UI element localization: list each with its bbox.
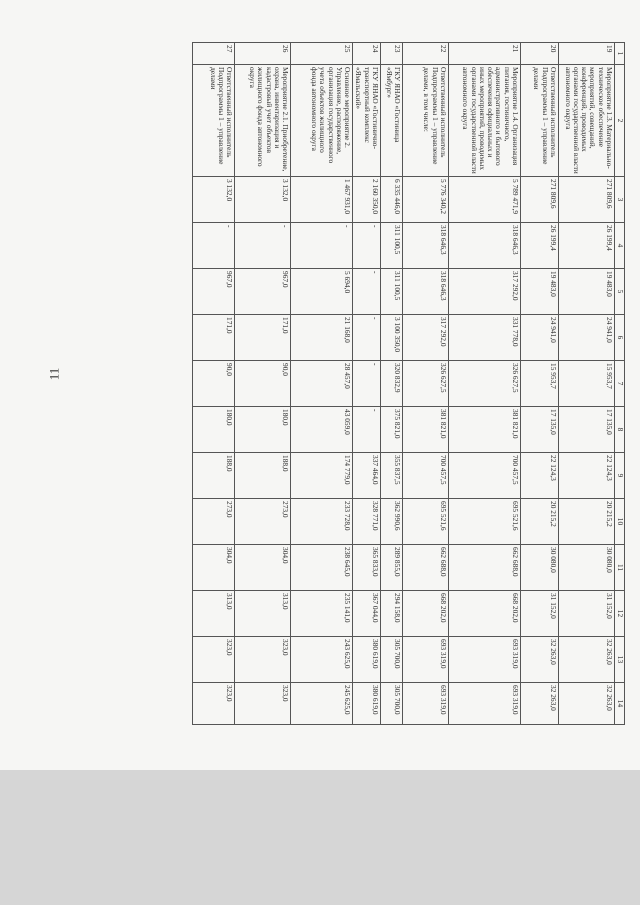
value-cell: 326 627,5 — [449, 361, 521, 407]
value-cell: 30 080,0 — [521, 545, 559, 591]
value-cell: 188,0 — [235, 453, 291, 499]
column-header: 14 — [615, 683, 625, 725]
value-cell: 3 132,0 — [235, 177, 291, 223]
value-cell: 15 953,7 — [521, 361, 559, 407]
column-header: 11 — [615, 545, 625, 591]
row-number-cell: 25 — [291, 43, 353, 65]
value-cell: 320 832,9 — [381, 361, 403, 407]
value-cell: 188,0 — [193, 453, 235, 499]
row-name-cell: Основное мероприятие 2. Управление, распоряжение, организация государственного учета объектов жилищного фонда автономного округа — [291, 65, 353, 177]
value-cell: 967,0 — [235, 269, 291, 315]
column-header: 6 — [615, 315, 625, 361]
table-row — [235, 43, 291, 725]
value-cell: 233 728,0 — [291, 499, 353, 545]
value-cell: 668 202,0 — [403, 591, 449, 637]
value-cell: - — [291, 223, 353, 269]
value-cell: 294 158,0 — [381, 591, 403, 637]
value-cell: 313,0 — [235, 591, 291, 637]
value-cell: 19 483,0 — [559, 269, 615, 315]
table-row — [559, 43, 615, 725]
value-cell: 17 135,0 — [521, 407, 559, 453]
value-cell: 174 779,0 — [291, 453, 353, 499]
row-name-cell: Мероприятие 2.1. Приобретение, охрана, инвентаризация и кадастровый учет объектов жилищного фонда автономного округа — [235, 65, 291, 177]
value-cell: 171,0 — [235, 315, 291, 361]
value-cell: 32 263,0 — [521, 683, 559, 725]
row-name-cell: Мероприятие 1.3. Материально-техническое обеспечение мероприятий, совещаний, конференций, проводимых органами государственной власти автономного округа — [559, 65, 615, 177]
row-number-cell: 19 — [559, 43, 615, 65]
column-header: 7 — [615, 361, 625, 407]
column-header: 2 — [615, 65, 625, 177]
value-cell: - — [353, 315, 381, 361]
value-cell: 304,0 — [235, 545, 291, 591]
column-header: 8 — [615, 407, 625, 453]
table-body — [193, 43, 615, 725]
table-row — [291, 43, 353, 725]
row-name-cell: ГКУ ЯНАО «Гостиница «Ямбург» — [381, 65, 403, 177]
value-cell: 317 292,0 — [449, 269, 521, 315]
value-cell: 323,0 — [193, 683, 235, 725]
value-cell: 318 646,3 — [403, 223, 449, 269]
value-cell: 700 457,5 — [403, 453, 449, 499]
row-number-cell: 21 — [449, 43, 521, 65]
value-cell: 318 646,3 — [449, 223, 521, 269]
value-cell: - — [353, 407, 381, 453]
value-cell: 32 263,0 — [521, 637, 559, 683]
table-row — [193, 43, 235, 725]
value-cell: 700 457,5 — [449, 453, 521, 499]
value-cell: 30 080,0 — [559, 545, 615, 591]
value-cell: 380 619,0 — [353, 637, 381, 683]
value-cell: 305 700,0 — [381, 683, 403, 725]
value-cell: 693 319,0 — [449, 683, 521, 725]
value-cell: 1 467 931,0 — [291, 177, 353, 223]
value-cell: 31 152,0 — [521, 591, 559, 637]
value-cell: 245 625,0 — [291, 683, 353, 725]
value-cell: 180,0 — [193, 407, 235, 453]
value-cell: 693 319,0 — [403, 683, 449, 725]
value-cell: 305 700,0 — [381, 637, 403, 683]
value-cell: 367 044,0 — [353, 591, 381, 637]
value-cell: 289 855,0 — [381, 545, 403, 591]
row-number-cell: 22 — [403, 43, 449, 65]
value-cell: 5 789 471,9 — [449, 177, 521, 223]
table-row — [381, 43, 403, 725]
value-cell: - — [193, 223, 235, 269]
value-cell: 235 141,0 — [291, 591, 353, 637]
value-cell: 31 152,0 — [559, 591, 615, 637]
value-cell: 355 837,5 — [381, 453, 403, 499]
table-row — [521, 43, 559, 725]
value-cell: 20 215,2 — [559, 499, 615, 545]
column-header: 4 — [615, 223, 625, 269]
value-cell: 323,0 — [235, 637, 291, 683]
value-cell: 967,0 — [193, 269, 235, 315]
value-cell: 693 319,0 — [449, 637, 521, 683]
table-row — [403, 43, 449, 725]
value-cell: 15 953,7 — [559, 361, 615, 407]
value-cell: 662 688,0 — [403, 545, 449, 591]
value-cell: 28 457,0 — [291, 361, 353, 407]
value-cell: 2 160 350,0 — [353, 177, 381, 223]
row-name-cell: Ответственный исполнитель Подпрограммы 1 – управление делами, в том числе: — [403, 65, 449, 177]
column-header: 5 — [615, 269, 625, 315]
value-cell: 662 688,0 — [449, 545, 521, 591]
column-header: 10 — [615, 499, 625, 545]
value-cell: 337 464,0 — [353, 453, 381, 499]
row-name-cell: ГКУ ЯНАО «Гостинично-транспортный комплекс «Ямальский» — [353, 65, 381, 177]
row-name-cell: Ответственный исполнитель Подпрограммы 1 – управление делами — [193, 65, 235, 177]
value-cell: 311 100,5 — [381, 269, 403, 315]
value-cell: - — [235, 223, 291, 269]
row-number-cell: 27 — [193, 43, 235, 65]
value-cell: 331 778,0 — [449, 315, 521, 361]
value-cell: - — [353, 223, 381, 269]
value-cell: 273,0 — [235, 499, 291, 545]
value-cell: 271 809,6 — [521, 177, 559, 223]
value-cell: 21 168,0 — [291, 315, 353, 361]
value-cell: 375 821,0 — [381, 407, 403, 453]
row-number-cell: 24 — [353, 43, 381, 65]
value-cell: 5 694,0 — [291, 269, 353, 315]
row-number-cell: 26 — [235, 43, 291, 65]
value-cell: 365 833,0 — [353, 545, 381, 591]
scan-background — [0, 770, 640, 905]
value-cell: 26 199,4 — [559, 223, 615, 269]
rotated-table-container — [95, 42, 625, 722]
row-name-cell: Мероприятие 1.4. Организация питания, гостиничного, административного и бытового обеспечения официальных и иных мероприятий, проводимых органами государственной власти автономного округа — [449, 65, 521, 177]
value-cell: 381 821,0 — [403, 407, 449, 453]
row-number-cell: 23 — [381, 43, 403, 65]
value-cell: 238 645,0 — [291, 545, 353, 591]
value-cell: 24 941,0 — [559, 315, 615, 361]
row-name-cell: Ответственный исполнитель Подпрограммы 1 – управление делами — [521, 65, 559, 177]
value-cell: 362 990,6 — [381, 499, 403, 545]
value-cell: 304,0 — [193, 545, 235, 591]
value-cell: 695 521,6 — [403, 499, 449, 545]
value-cell: 171,0 — [193, 315, 235, 361]
value-cell: 695 521,6 — [449, 499, 521, 545]
value-cell: 17 135,0 — [559, 407, 615, 453]
column-header: 3 — [615, 177, 625, 223]
value-cell: 22 124,3 — [521, 453, 559, 499]
table-row — [449, 43, 521, 725]
row-number-cell: 20 — [521, 43, 559, 65]
budget-table — [192, 42, 625, 725]
column-header: 13 — [615, 637, 625, 683]
value-cell: 180,0 — [235, 407, 291, 453]
value-cell: 32 263,0 — [559, 683, 615, 725]
column-header: 12 — [615, 591, 625, 637]
value-cell: 273,0 — [193, 499, 235, 545]
value-cell: 668 202,0 — [449, 591, 521, 637]
column-header: 1 — [615, 43, 625, 65]
value-cell: 693 319,0 — [403, 637, 449, 683]
value-cell: 323,0 — [235, 683, 291, 725]
value-cell: 318 646,3 — [403, 269, 449, 315]
value-cell: 43 059,0 — [291, 407, 353, 453]
value-cell: 22 124,3 — [559, 453, 615, 499]
value-cell: 5 776 340,2 — [403, 177, 449, 223]
value-cell: 90,0 — [193, 361, 235, 407]
value-cell: 19 483,0 — [521, 269, 559, 315]
value-cell: 32 263,0 — [559, 637, 615, 683]
header-row — [615, 43, 625, 725]
page-number: 11 — [46, 367, 62, 381]
value-cell: 317 292,0 — [403, 315, 449, 361]
value-cell: 20 215,2 — [521, 499, 559, 545]
value-cell: 3 100 350,0 — [381, 315, 403, 361]
value-cell: 326 627,5 — [403, 361, 449, 407]
value-cell: 313,0 — [193, 591, 235, 637]
value-cell: 243 625,0 — [291, 637, 353, 683]
value-cell: 24 941,0 — [521, 315, 559, 361]
value-cell: 271 809,6 — [559, 177, 615, 223]
value-cell: 6 335 446,0 — [381, 177, 403, 223]
table-row — [353, 43, 381, 725]
value-cell: 381 821,0 — [449, 407, 521, 453]
value-cell: 3 132,0 — [193, 177, 235, 223]
value-cell: 26 199,4 — [521, 223, 559, 269]
value-cell: 328 771,0 — [353, 499, 381, 545]
value-cell: 380 619,0 — [353, 683, 381, 725]
column-header: 9 — [615, 453, 625, 499]
value-cell: 311 100,5 — [381, 223, 403, 269]
value-cell: - — [353, 269, 381, 315]
value-cell: 90,0 — [235, 361, 291, 407]
value-cell: 323,0 — [193, 637, 235, 683]
value-cell: - — [353, 361, 381, 407]
